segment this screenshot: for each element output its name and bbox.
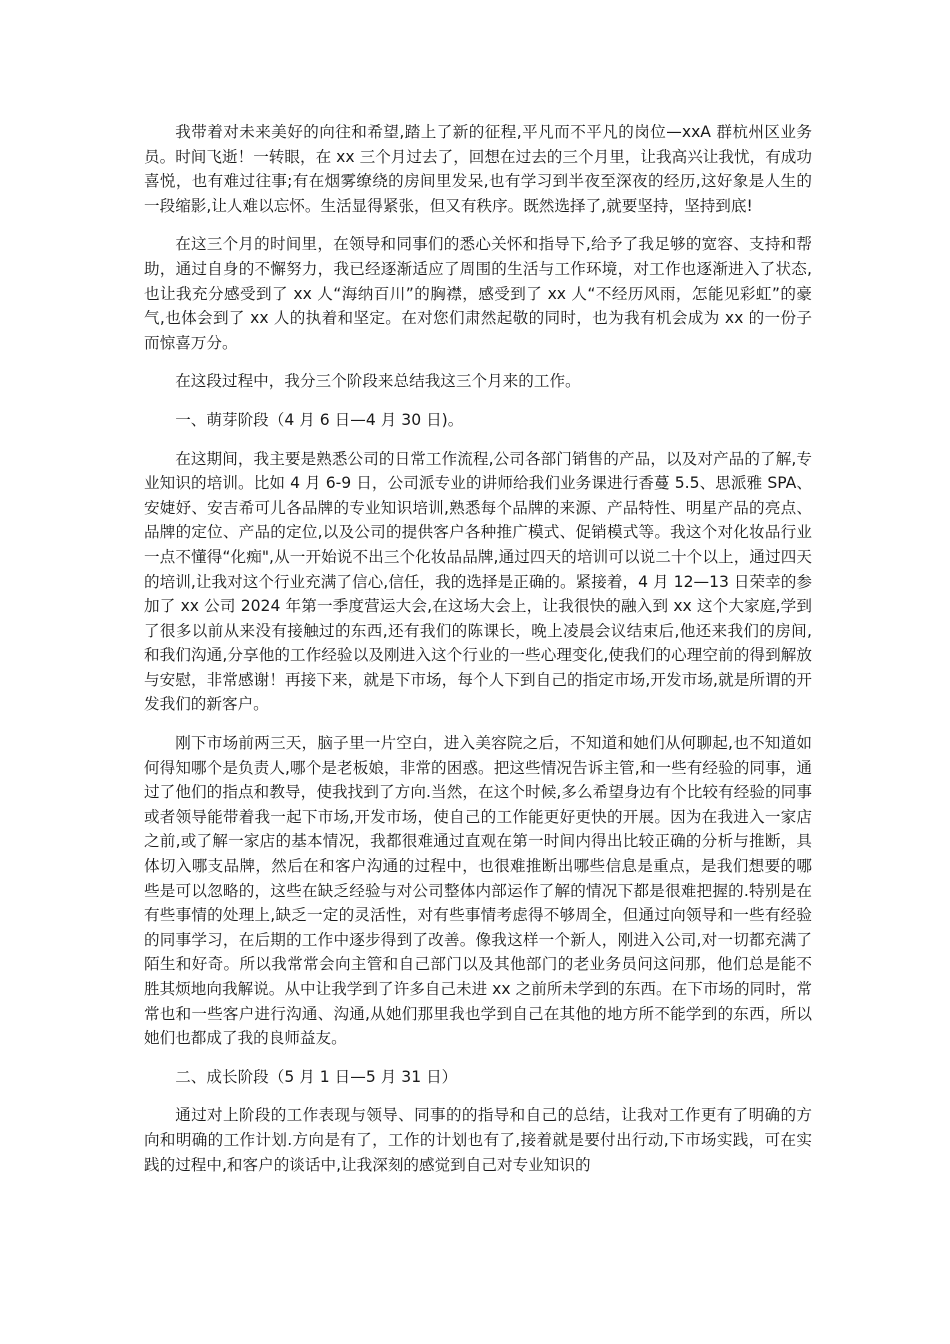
- paragraph-training: 在这期间，我主要是熟悉公司的日常工作流程,公司各部门销售的产品，以及对产品的了解,专业知识的培训。比如 4 月 6-9 日，公司派专业的讲师给我们业务课进行香蔓 5.5、思派雅 SPA、安婕妤、安吉希可儿各品牌的专业知识培训,熟悉每个品牌的来源、产品特性、明星产品的亮点、品牌的定位、产品的定位,以及公司的提供客户各种推广模式、促销模式等。我这个对化妆品行业一点不懂得“化痴",从一开始说不出三个化妆品品牌,通过四天的培训可以说二十个以上，通过四天的培训,让我对这个行业充满了信心,信任，我的选择是正确的。紧接着，4 月 12—13 日荣幸的参加了 xx 公司 2024 年第一季度营运大会,在这场大会上，让我很快的融入到 xx 这个大家庭,学到了很多以前从来没有接触过的东西,还有我们的陈课长，晚上凌晨会议结束后,他还来我们的房间,和我们沟通,分享他的工作经验以及刚进入这个行业的一些心理变化,使我们的心理空前的得到解放与安慰，非常感谢！再接下来，就是下市场，每个人下到自己的指定市场,开发市场,就是所谓的开发我们的新客户。: [144, 449, 812, 714]
- paragraph-intro: 我带着对未来美好的向往和希望,踏上了新的征程,平凡而不平凡的岗位—xxA 群杭州区业务员。时间飞逝！一转眼，在 xx 三个月过去了，回想在过去的三个月里，让我高兴让我忧，有成功喜悦，也有难过往事;有在烟雾缭绕的房间里发呆,也有学习到半夜至深夜的经历,这好象是人生的一段缩影,让人难以忘怀。生活显得紧张，但又有秩序。既然选择了,就要坚持，坚持到底!: [144, 123, 812, 215]
- paragraph-gratitude: 在这三个月的时间里，在领导和同事们的悉心关怀和指导下,给予了我足够的宽容、支持和帮助，通过自身的不懈努力，我已经逐渐适应了周围的生活与工作环境，对工作也逐渐进入了状态,也让我充分感受到了 xx 人“海纳百川”的胸襟，感受到了 xx 人“不经历风雨，怎能见彩虹”的豪气,也体会到了 xx 人的执着和坚定。在对您们肃然起敬的同时，也为我有机会成为 xx 的一份子而惊喜万分。: [144, 235, 812, 352]
- section-heading-growth: 二、成长阶段（5 月 1 日—5 月 31 日）: [175, 1067, 458, 1086]
- paragraph-growth: 通过对上阶段的工作表现与领导、同事的的指导和自己的总结，让我对工作更有了明确的方向和明确的工作计划.方向是有了，工作的计划也有了,接着就是要付出行动,下市场实践，可在实践的过程中,和客户的谈话中,让我深刻的感觉到自己对专业知识的: [144, 1106, 812, 1174]
- paragraph-overview: 在这段过程中，我分三个阶段来总结我这三个月来的工作。: [175, 372, 581, 391]
- paragraph-market: 刚下市场前两三天，脑子里一片空白，进入美容院之后，不知道和她们从何聊起,也不知道如何得知哪个是负责人,哪个是老板娘，非常的困惑。把这些情况告诉主管,和一些有经验的同事，通过了他们的指点和教导，使我找到了方向.当然，在这个时候,多么希望身边有个比较有经验的同事或者领导能带着我一起下市场,开发市场，使自己的工作能更好更快的开展。因为在我进入一家店之前,或了解一家店的基本情况，我都很难通过直观在第一时间内得出比较正确的分析与推断，具体切入哪支品牌，然后在和客户沟通的过程中，也很难推断出哪些信息是重点，是我们想要的哪些是可以忽略的，这些在缺乏经验与对公司整体内部运作了解的情况下都是很难把握的.特别是在有些事情的处理上,缺乏一定的灵活性，对有些事情考虑得不够周全，但通过向领导和一些有经验的同事学习，在后期的工作中逐步得到了改善。像我这样一个新人，刚进入公司,对一切都充满了陌生和好奇。所以我常常会向主管和自己部门以及其他部门的老业务员问这问那，他们总是能不胜其烦地向我解说。从中让我学到了许多自己未进 xx 之前所未学到的东西。在下市场的同时，常常也和一些客户进行沟通、沟通,从她们那里我也学到自己在其他的地方所不能学到的东西，所以她们也都成了我的良师益友。: [144, 734, 812, 1048]
- section-heading-sprout: 一、萌芽阶段（4 月 6 日—4 月 30 日)。: [175, 410, 464, 429]
- document-page: [144, 120, 812, 1191]
